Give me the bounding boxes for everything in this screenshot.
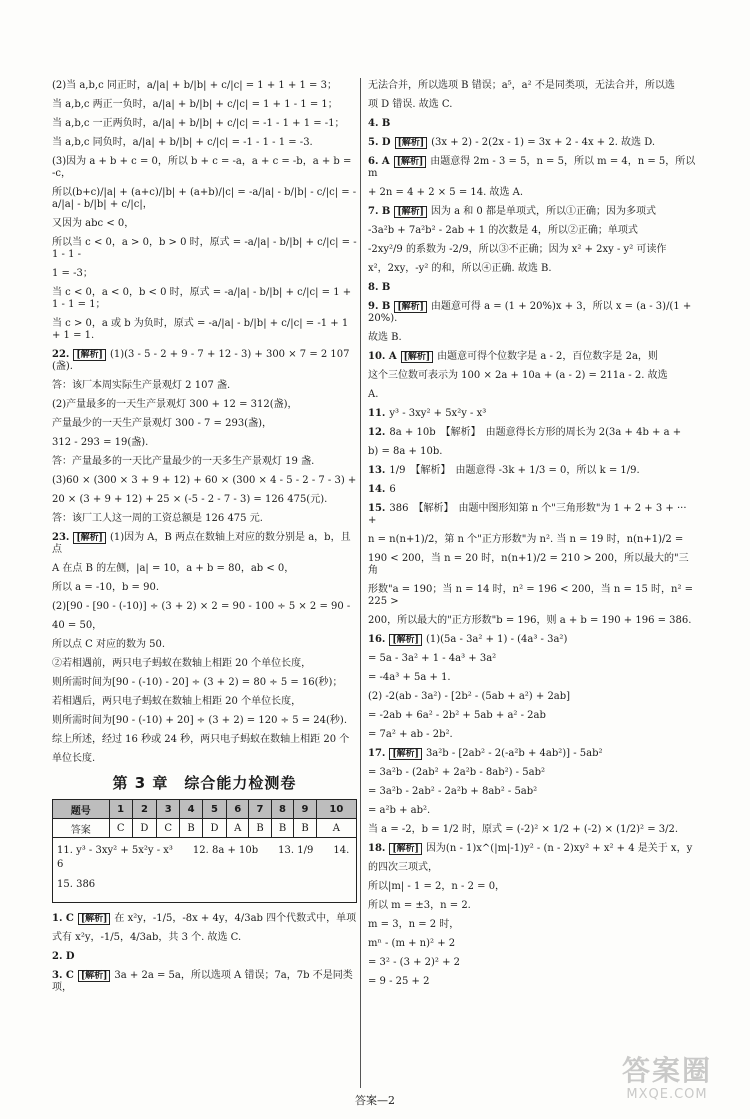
text-line [368,244,698,256]
text-line [368,748,698,760]
text-line [368,862,698,874]
text-line [52,118,357,130]
text-line [368,900,698,912]
line-text: 则所需时间为[90 - (-10) - 20] ÷ (3 + 2) = 80 ÷ 5 = 16(秒)； [52,677,343,688]
line-text: 20 × (3 + 9 + 12) + 25 × (-5 - 2 - 7 - 3) = 126 475(元). [52,494,328,505]
text-line [368,729,698,741]
text-line [368,976,698,988]
line-text: A 在点 B 的左侧，|a| = 10，a + b = 80，ab < 0， [52,563,295,574]
answer-cell: B [180,819,202,838]
text-line [368,484,698,496]
text-line [52,970,357,994]
line-text: 386 【解析】 由题中图形知第 n 个"三角形数"为 1 + 2 + 3 + ··· + [368,503,690,526]
line-text: (2)产量最多的一天生产景观灯 300 + 12 = 312(盏)， [52,399,298,410]
text-line [52,494,357,506]
right-solution-block [368,80,698,988]
question-number-cell: 4 [180,800,202,819]
chapter-title: 第 3 章 综合能力检测卷 [112,774,297,792]
line-text: 由题意可得个位数字是 a - 2，百位数字是 2a，则 [437,351,658,362]
text-line [52,99,357,111]
text-line [368,351,698,363]
text-line [52,513,357,525]
question-number: 8. B [368,282,391,293]
text-line [368,503,698,527]
answer-cell: B [249,819,271,838]
text-line [368,263,698,275]
fill-in-answers-line-2: 15. 386 [57,879,96,890]
line-text: -2xy²/9 的系数为 -2/9，所以③不正确；因为 x² + 2xy - y² 可读作 [368,244,667,255]
line-text: 当 a,b,c 两正一负时，a/|a| + b/|b| + c/|c| = 1 + 1 - 1 = 1； [52,99,338,110]
answer-table-header-row [53,800,357,819]
answer-table-answer-row [53,819,357,838]
analysis-tag: [解析] [78,970,111,982]
text-line [52,753,357,765]
question-number: 4. B [368,118,391,129]
line-text: 1/9 【解析】 由题意得 -3k + 1/3 = 0，所以 k = 1/9. [389,465,640,476]
text-line [368,553,698,577]
answer-cell: C [109,819,132,838]
question-number: 6. A [368,156,390,167]
question-number: 17. [368,748,386,759]
line-text: 这个三位数可表示为 100 × 2a + 10a + (a - 2) = 211a - 2. 故选 [368,370,668,381]
text-line [52,601,357,613]
text-line [52,715,357,727]
question-number-cell: 9 [294,800,316,819]
text-line [368,370,698,382]
column-divider [360,78,361,1088]
text-line [52,696,357,708]
answer-cell: D [202,819,226,838]
question-number-cell: 6 [227,800,249,819]
line-text: b) = 8a + 10b. [368,446,443,457]
text-line [52,639,357,651]
line-text: + 2n = 4 + 2 × 5 = 14. 故选 A. [368,187,524,198]
line-text: 无法合并，所以选项 B 错误；a⁵，a² 不是同类项，无法合并，所以选 [368,80,675,91]
question-number: 5. D [368,137,391,148]
line-text: 又因为 abc < 0， [52,218,135,229]
question-number: 23. [52,532,70,543]
question-number: 11. [368,408,386,419]
text-line [52,80,357,92]
right-column [368,80,698,995]
question-number: 13. [368,465,386,476]
left-column [52,80,357,1001]
line-text: 因为 a 和 0 都是单项式，所以①正确；因为多项式 [430,206,656,217]
text-line [52,380,357,392]
line-text: 312 - 293 = 19(盏). [52,437,149,448]
analysis-tag: [解析] [389,748,422,760]
text-line [368,446,698,458]
text-line [52,932,357,944]
line-text: mⁿ - (m + n)² + 2 [368,938,456,949]
text-line [368,767,698,779]
line-text: 所以(b+c)/|a| + (a+c)/|b| + (a+b)/|c| = -a/|a| - b/|b| - c/|c| = -a/|a| - b/|b| + c/|c|， [52,187,357,210]
line-text: 当 a,b,c 一正两负时，a/|a| + b/|b| + c/|c| = -1 - 1 + 1 = -1； [52,118,345,129]
text-line [368,187,698,199]
line-text: (3)因为 a + b + c = 0，所以 b + c = -a，a + c = -b，a + b = -c， [52,156,355,179]
text-line [368,301,698,325]
text-line [368,634,698,646]
line-text: 式有 x²y，-1/5，4/3ab，共 3 个. 故选 C. [52,932,242,943]
line-text: 8a + 10b 【解析】 由题意得长方形的周长为 2(3a + 4b + a + [389,427,682,438]
answer-cell: C [157,819,180,838]
line-text: 当 a = -2，b = 1/2 时，原式 = (-2)² × 1/2 + (-2) × (1/2)² = 3/2. [368,824,679,835]
question-number-cell: 题号 [53,800,110,819]
question-number-cell: 7 [249,800,271,819]
question-number: 2. D [52,951,75,962]
line-text: 则所需时间为[90 - (-10) + 20] ÷ (3 + 2) = 120 ÷ 5 = 24(秒). [52,715,347,726]
answer-cell: B [271,819,293,838]
text-line [368,615,698,627]
line-text: m = 3，n = 2 时， [368,919,460,930]
text-line [52,349,357,373]
line-text: 40 = 50， [52,620,103,631]
line-text: 190 < 200，当 n = 20 时，n(n+1)/2 = 210 > 200，所以最大的"三角 [368,553,689,576]
line-text: 6 [389,484,396,495]
text-line [368,805,698,817]
fill-in-answers-line-1: 11. y³ - 3xy² + 5x²y - x³ 12. 8a + 10b 13. 1/9 14. 6 [57,845,350,870]
line-text: = 5a - 3a² + 1 - 4a³ + 3a² [368,653,497,664]
question-number: 18. [368,843,386,854]
line-text: 1 = -3； [52,268,93,279]
text-line [368,156,698,180]
text-line [368,824,698,836]
question-number: 7. B [368,206,391,217]
text-line [52,951,357,963]
text-line [52,318,357,342]
text-line [368,534,698,546]
line-text: 项 D 错误. 故选 C. [368,99,453,110]
question-number-cell: 1 [109,800,132,819]
line-text: 单位长度. [52,753,96,764]
line-text: 答：该厂工人这一周的工资总额是 126 475 元. [52,513,263,524]
text-line [368,584,698,608]
watermark-url: MXQE.COM [626,1087,708,1102]
line-text: 3a²b - [2ab² - 2(-a²b + 4ab²)] - 5ab² [425,748,603,759]
text-line [52,658,357,670]
line-text: n = n(n+1)/2，第 n 个"正方形数"为 n². 当 n = 19 时，n(n+1)/2 = [368,534,684,545]
text-line [368,465,698,477]
line-text: = -4a³ + 5a + 1. [368,672,451,683]
text-line [52,677,357,689]
line-text: (2)当 a,b,c 同正时，a/|a| + b/|b| + c/|c| = 1 + 1 + 1 = 3； [52,80,337,91]
text-line [52,137,357,149]
text-line [52,456,357,468]
line-text: x²，2xy，-y² 的和，所以④正确. 故选 B. [368,263,552,274]
text-line [368,80,698,92]
question-number-cell: 10 [316,800,356,819]
line-text: 所以 a = -10，b = 90. [52,582,160,593]
analysis-tag: [解析] [73,532,106,544]
line-text: (3x + 2) - 2(2x - 1) = 3x + 2 - 4x + 2. 故选 D. [431,137,656,148]
line-text: 形数"a = 190；当 n = 14 时，n² = 196 < 200，当 n = 15 时，n² = 225 > [368,584,697,607]
line-text: = 9 - 25 + 2 [368,976,430,987]
text-line [368,710,698,722]
line-text: 故选 B. [368,332,402,343]
analysis-tag: [解析] [389,634,422,646]
analysis-tag: [解析] [394,156,427,168]
question-number: 12. [368,427,386,438]
fill-in-answers-box [52,838,357,903]
question-number: 15. [368,503,386,514]
text-line [52,237,357,261]
question-number: 22. [52,349,70,360]
analysis-tag: [解析] [394,301,427,313]
line-text: 在 x²y，-1/5，-8x + 4y，4/3ab 四个代数式中，单项 [114,913,357,924]
text-line [368,427,698,439]
line-text: (3)60 × (300 × 3 + 9 + 12) + 60 × (300 × 4 - 5 - 2 - 7 - 3) + [52,475,357,486]
question-number: 1. C [52,913,74,924]
text-line [52,913,357,925]
line-text: 产量最少的一天生产景观灯 300 - 7 = 293(盏)， [52,418,272,429]
line-text: (1)(5a - 3a² + 1) - (4a³ - 3a²) [425,634,568,645]
line-text: 所以当 c < 0，a > 0，b > 0 时，原式 = -a/|a| - b/|b| + c/|c| = -1 - 1 - [52,237,357,260]
text-line [52,563,357,575]
line-text: 3a + 2a = 5a，所以选项 A 错误；7a，7b 不是同类项， [52,970,353,993]
text-line [52,532,357,556]
line-text: -3a²b + 7a²b² - 2ab + 1 的次数是 4，所以②正确；单项式 [368,225,638,236]
text-line [368,919,698,931]
line-text: A. [368,389,379,400]
text-line [368,408,698,420]
line-text: 答：该厂本周实际生产景观灯 2 107 盏. [52,380,231,391]
text-line [368,691,698,703]
left-solution-block [52,80,357,765]
answer-cell: A [316,819,356,838]
question-number: 16. [368,634,386,645]
watermark-logo [602,1055,732,1111]
line-text: 由题意得 2m - 3 = 5，n = 5，所以 m = 4，n = 5，所以 m [368,156,699,179]
question-number: 9. B [368,301,391,312]
text-line [52,475,357,487]
watermark-title: 答案圈 [621,1054,712,1087]
text-line [368,938,698,950]
line-text: 答：产量最多的一天比产量最少的一天多生产景观灯 19 盏. [52,456,315,467]
text-line [52,287,357,311]
text-line [368,332,698,344]
line-text: (1)因为 A，B 两点在数轴上对应的数分别是 a，b，且点 [52,532,351,555]
line-text: = 3a²b - 2ab² - 2a²b + 8ab² - 5ab² [368,786,538,797]
line-text: 当 c > 0，a 或 b 为负时，原式 = -a/|a| - b/|b| + c/|c| = -1 + 1 + 1 = 1. [52,318,352,341]
line-text: 200，所以最大的"正方形数"b = 196，则 a + b = 190 + 196 = 386. [368,615,692,626]
line-text: ②若相遇前，两只电子蚂蚁在数轴上相距 20 个单位长度， [52,658,312,669]
question-number-cell: 2 [132,800,156,819]
answer-table [52,799,357,838]
text-line [52,582,357,594]
text-line [52,620,357,632]
line-text: 当 c < 0，a < 0，b < 0 时，原式 = -a/|a| - b/|b| + c/|c| = 1 + 1 - 1 = 1； [52,287,355,310]
line-text: (1)(3 - 5 - 2 + 9 - 7 + 12 - 3) + 300 × 7 = 2 107(盏). [52,349,350,372]
answer-cell: A [227,819,249,838]
text-line [368,843,698,855]
line-text: y³ - 3xy² + 5x²y - x³ [389,408,487,419]
line-text: (2) -2(ab - 3a²) - [2b² - (5ab + a²) + 2ab] [368,691,571,702]
text-line [368,786,698,798]
line-text: = -2ab + 6a² - 2b² + 5ab + a² - 2ab [368,710,546,721]
line-text: = 3² - (3 + 2)² + 2 [368,957,461,968]
question-number: 10. A [368,351,397,362]
line-text: 所以 m = ±3，n = 2. [368,900,471,911]
analysis-tag: [解析] [394,206,427,218]
page-number: 答案—2 [355,1094,395,1107]
text-line [52,268,357,280]
line-text: 的四次三项式， [368,862,438,873]
text-line [368,206,698,218]
text-line [368,672,698,684]
text-line [368,282,698,294]
line-text: 因为(n - 1)x^(|m|-1)y² - (n - 2)xy² + x² + 4 是关于 x，y [425,843,693,854]
analysis-tag: [解析] [395,137,428,149]
line-text: 若相遇后，两只电子蚂蚁在数轴上相距 20 个单位长度， [52,696,302,707]
text-line [52,218,357,230]
line-text: = 7a² + ab - 2b². [368,729,453,740]
line-text: 综上所述，经过 16 秒或 24 秒，两只电子蚂蚁在数轴上相距 20 个 [52,734,350,745]
answer-cell: D [132,819,156,838]
line-text: = 3a²b - (2ab² + 2a²b - 8ab²) - 5ab² [368,767,545,778]
left-answers-block [52,913,357,994]
text-line [368,225,698,237]
text-line [52,418,357,430]
analysis-tag: [解析] [401,351,434,363]
text-line [52,734,357,746]
text-line [368,653,698,665]
line-text: 所以点 C 对应的数为 50. [52,639,166,650]
analysis-tag: [解析] [389,843,422,855]
text-line [52,156,357,180]
question-number-cell: 3 [157,800,180,819]
text-line [52,399,357,411]
text-line [52,187,357,211]
question-number: 14. [368,484,386,495]
answer-cell: B [294,819,316,838]
question-number-cell: 5 [202,800,226,819]
line-text: 由题意可得 a = (1 + 20%)x + 3，所以 x = (a - 3)/(1 + 20%). [368,301,695,324]
answer-cell: 答案 [53,819,110,838]
text-line [368,118,698,130]
line-text: 当 a,b,c 同负时，a/|a| + b/|b| + c/|c| = -1 - 1 - 1 = -3. [52,137,313,148]
analysis-tag: [解析] [78,913,111,925]
question-number: 3. C [52,970,74,981]
text-line [368,389,698,401]
text-line [368,99,698,111]
line-text: 所以|m| - 1 = 2，n - 2 = 0， [368,881,506,892]
text-line [368,881,698,893]
text-line [368,137,698,149]
question-number-cell: 8 [271,800,293,819]
text-line [368,957,698,969]
line-text: = a²b + ab². [368,805,431,816]
line-text: (2)[90 - [90 - (-10)] ÷ (3 + 2) × 2 = 90 - 100 ÷ 5 × 2 = 90 - [52,601,351,612]
analysis-tag: [解析] [73,349,106,361]
text-line [52,437,357,449]
